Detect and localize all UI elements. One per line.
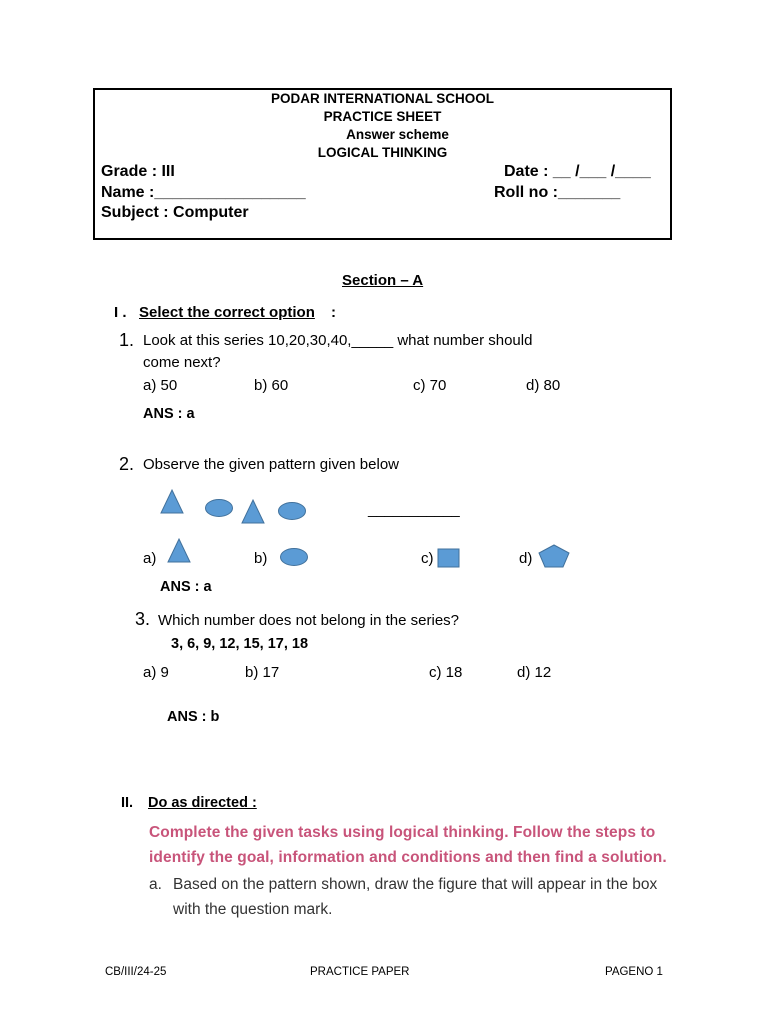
roll-no-field: Roll no :_______ [494, 184, 621, 201]
q1-option-a: a) 50 [143, 377, 178, 394]
q2-option-c-label: c) [421, 550, 434, 567]
name-field: Name :_________________ [101, 184, 306, 201]
q3-answer: ANS : b [167, 709, 220, 725]
q3-option-c: c) 18 [429, 664, 463, 681]
part2-item-a-label: a. [149, 876, 162, 893]
answer-scheme-label: Answer scheme [346, 127, 449, 142]
sheet-title: PRACTICE SHEET [323, 109, 442, 124]
q1-answer: ANS : a [143, 406, 195, 422]
q3-text: Which number does not belong in the series? [158, 612, 460, 629]
footer-title: PRACTICE PAPER [310, 966, 410, 978]
oval-icon [279, 547, 309, 567]
q3-option-b: b) 17 [245, 664, 280, 681]
q3-option-d: d) 12 [517, 664, 552, 681]
part2-instruction-line2: identify the goal, information and conditions and then find a solution. [149, 849, 667, 866]
footer-code: CB/III/24-25 [105, 966, 167, 978]
section-title: Section – A [342, 272, 424, 289]
q3-number: 3. [135, 609, 151, 629]
q2-answer: ANS : a [160, 579, 212, 595]
footer-page-number: PAGENO 1 [605, 966, 663, 978]
oval-icon [204, 498, 234, 518]
q1-option-b: b) 60 [254, 377, 289, 394]
oval-icon [277, 501, 307, 521]
part2-instruction-line1: Complete the given tasks using logical thinking. Follow the steps to [149, 824, 656, 841]
header-box [93, 88, 672, 240]
q1-option-c: c) 70 [413, 377, 447, 394]
triangle-icon [167, 538, 191, 564]
part2-item-a-line2: with the question mark. [173, 901, 333, 918]
square-icon [437, 548, 461, 568]
q1-text-line2: come next? [143, 354, 221, 371]
q2-number: 2. [119, 454, 135, 474]
triangle-icon [160, 489, 184, 515]
date-field: Date : __ /___ /____ [504, 163, 651, 180]
triangle-icon [241, 499, 265, 525]
part2-item-a-line1: Based on the pattern shown, draw the figure that will appear in the box [173, 876, 658, 893]
q3-option-a: a) 9 [143, 664, 169, 681]
part2-title: Do as directed : [148, 795, 257, 811]
q1-text-line1: Look at this series 10,20,30,40,_____ what number should [143, 332, 533, 349]
school-name: PODAR INTERNATIONAL SCHOOL [270, 91, 494, 106]
q2-option-d-label: d) [519, 550, 533, 567]
part1-number: I . [114, 304, 127, 321]
part1-title: Select the correct option [139, 304, 315, 321]
pentagon-icon [538, 544, 570, 568]
q2-option-b-label: b) [254, 550, 268, 567]
subject-title: LOGICAL THINKING [317, 145, 448, 160]
part1-colon: : [331, 304, 336, 321]
q1-number: 1. [119, 330, 135, 350]
part2-number: II. [121, 795, 134, 811]
q2-text: Observe the given pattern given below [143, 456, 399, 473]
q2-option-a-label: a) [143, 550, 157, 567]
subject-label: Subject : Computer [101, 204, 249, 221]
q3-series: 3, 6, 9, 12, 15, 17, 18 [171, 636, 309, 652]
grade-label: Grade : III [101, 163, 175, 180]
q1-option-d: d) 80 [526, 377, 561, 394]
q2-blank: ___________ [368, 501, 460, 518]
